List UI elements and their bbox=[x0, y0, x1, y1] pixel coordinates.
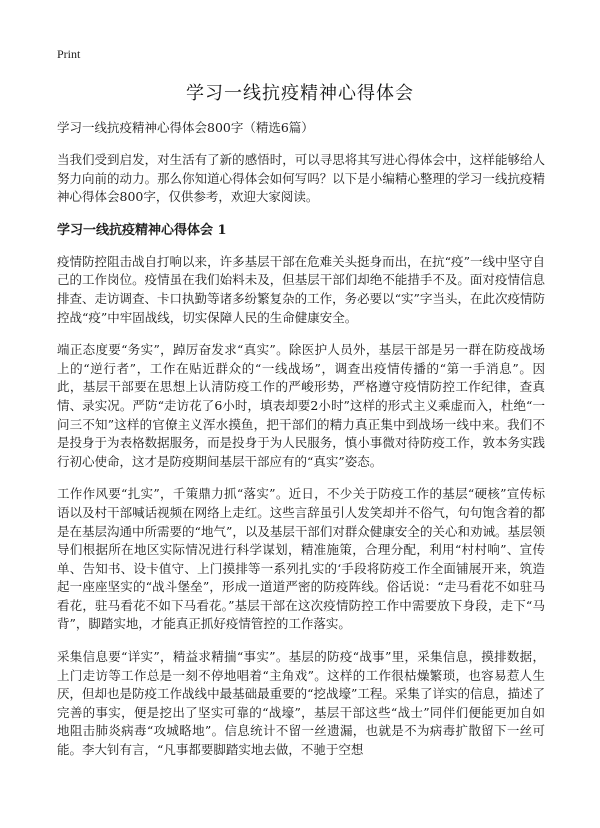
body-paragraph-1: 疫情防控阻击战自打响以来，许多基层干部在危难关头挺身而出，在抗“疫”一线中坚守自己的工作岗位。疫情虽在我们始料未及，但基层干部们却绝不能措手不及。面对疫情信息排查、走访调查、卡口执勤等诸多纷繁复杂的工作，务必要以“实”字当头，在此次疫情防控战“疫”中牢固战线，切实保障人民的生命健康安全。 bbox=[57, 253, 545, 325]
article-subtitle: 学习一线抗疫精神心得体会800字（精选6篇） bbox=[57, 120, 314, 135]
body-paragraph-4: 采集信息要“详实”，精益求精揣“事实”。基层的防疫“战事”里，采集信息，摸排数据，上门走访等工作总是一刻不停地唱着“主角戏”。这样的工作很枯燥繁琐，也容易惹人生厌，但却也是防疫工作战线中最基础最重要的“挖战壕”工程。采集了详实的信息，描述了完善的事实，便是挖出了坚实可靠的“战壕”，基层干部这些“战士”同伴们便能更加自如地阻击肺炎病毒“攻城略地”。信息统计不留一丝遗漏，也就是不为病毒扩散留下一丝可能。李大钊有言，“凡事都要脚踏实地去做，不驰于空想 bbox=[57, 649, 545, 758]
section-heading: 学习一线抗疫精神心得体会 1 bbox=[57, 222, 227, 238]
body-paragraph-2: 端正态度要“务实”，踔厉奋发求“真实”。除医护人员外，基层干部是另一群在防疫战场上的“逆行者”，工作在贴近群众的“一线战场”，调查出疫情传播的“第一手消息”。因此，基层干部要在思想上认清防疫工作的严峻形势，严格遵守疫情防控工作纪律，查真情、录实况。严防“走访花了6小时，填表却要2小时”这样的形式主义乘虚而入，杜绝“一问三不知”这样的官僚主义浑水摸鱼，把干部们的精力真正集中到战场一线中来。我们不是投身于为表格数据服务，而是投身于为人民服务，慎小事微对待防疫工作，敦本务实践行初心使命，这才是防疫期间基层干部应有的“真实”姿态。 bbox=[57, 342, 545, 469]
print-link[interactable]: Print bbox=[57, 47, 81, 61]
article-body bbox=[57, 118, 545, 774]
body-paragraph-3: 工作作风要“扎实”，千策鼎力抓“落实”。近日，不少关于防疫工作的基层“硬核”宣传标语以及村干部喊话视频在网络上走红。这些言辞虽引人发笑却并不俗气，句句饱含着的都是在基层沟通中所需要的“地气”，以及基层干部们对群众健康安全的关心和劝诫。基层领导们根据所在地区实际情况进行科学谋划，精准施策，合理分配，利用“村村响”、宣传单、告知书、设卡值守、上门摸排等一系列扎实的‘手段将防疫工作全面铺展开来，筑造起一座座坚实的“战斗堡垒”，形成一道道严密的防疫阵线。俗话说：“走马看花不如驻马看花，驻马看花不如下马看花。”基层干部在这次疫情防控工作中需要放下身段，走下“马背”，脚踏实地，才能真正抓好疫情管控的工作落实。 bbox=[57, 486, 545, 632]
page-title: 学习一线抗疫精神心得体会 bbox=[186, 83, 414, 104]
intro-paragraph: 当我们受到启发，对生活有了新的感悟时，可以寻思将其写进心得体会中，这样能够给人努力向前的动力。那么你知道心得体会如何写吗？以下是小编精心整理的学习一线抗疫精神心得体会800字，仅供参考，欢迎大家阅读。 bbox=[57, 152, 545, 205]
